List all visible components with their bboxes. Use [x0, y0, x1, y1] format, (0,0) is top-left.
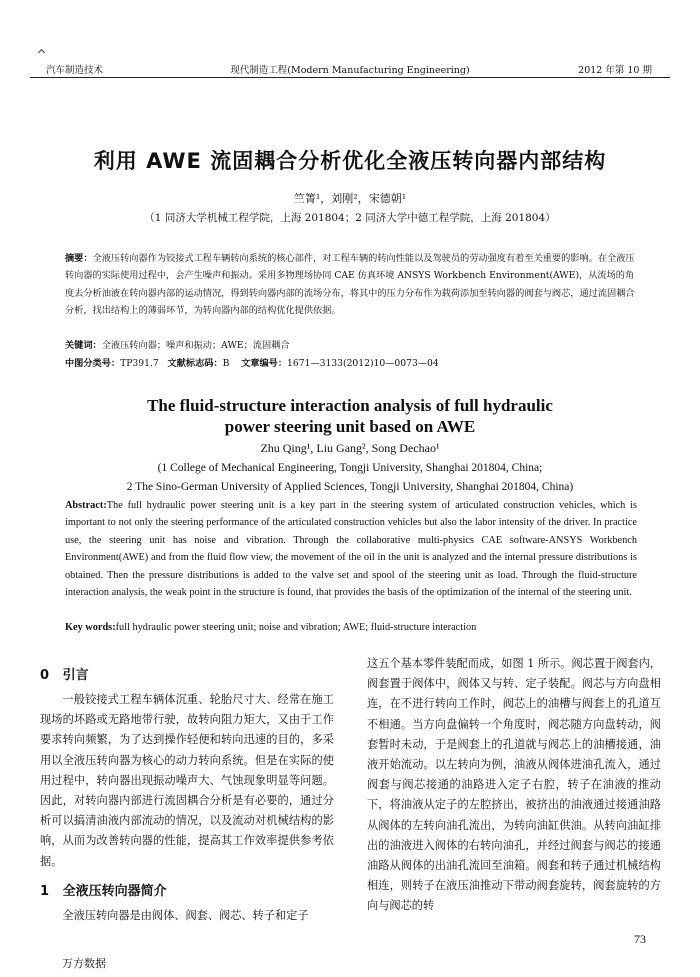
header-divider [30, 77, 670, 78]
abstract-cn-text: 全液压转向器作为铰接式工程车辆转向系统的核心部件，对工程车辆的转向性能以及驾驶员的劳动强度有着至关重要的影响。在全液压转向器的实际使用过程中，会产生噪声和振动。采用多物理场协同 CAE 仿真环境 ANSYS Workbench Environment(AWE)，从流场的角度去分析油液在转向器内部的运动情况，得到转向器内部的流场分布，将其中的压力分布作为载荷添加至转向器的阀套与阀芯，通过流固耦合分析，找出结构上的薄弱环节，为转向器内部的结构优化提供依据。 [65, 253, 635, 316]
corner-mark [38, 49, 45, 56]
paper-title-en-line2: power steering unit based on AWE [224, 417, 476, 436]
left-column-paragraph-2 [40, 906, 334, 926]
cls-label: 中图分类号： [65, 358, 121, 369]
authors-cn: 竺箐¹，刘刚²，宋德朝¹ [293, 192, 407, 205]
doc-code-label: 文献标志码： [167, 358, 223, 369]
abstract-en-label: Abstract: [65, 500, 107, 511]
keywords-cn [65, 337, 290, 351]
cls-value: TP391.7 [120, 358, 159, 369]
paper-title-en-line1: The fluid-structure interaction analysis of full hydraulic [147, 396, 553, 415]
abstract-cn-label: 摘要： [65, 253, 93, 264]
article-id-label: 文章编号： [241, 358, 288, 369]
abstract-cn [65, 250, 637, 319]
affiliation-en-1: (1 College of Mechanical Engineering, Tongji University, Shanghai 201804, China; [157, 462, 543, 474]
section-0-number: 0 [40, 668, 50, 683]
keywords-en-label: Key words: [65, 622, 116, 633]
section-0-title: 引言 [62, 668, 89, 683]
header-journal-name: 现代制造工程(Modern Manufacturing Engineering) [230, 65, 470, 76]
paper-title-cn: 利用 AWE 流固耦合分析优化全液压转向器内部结构 [93, 149, 607, 173]
section-1-number: 1 [40, 884, 50, 899]
footer-watermark: 万方数据 [62, 957, 106, 970]
keywords-en-text: full hydraulic power steering unit; noise and vibration; AWE; fluid-structure interaction [115, 622, 477, 633]
authors-en: Zhu Qing¹, Liu Gang², Song Dechao¹ [260, 441, 440, 455]
section-0-heading [40, 664, 89, 683]
header-issue: 2012 年第 10 期 [578, 65, 652, 76]
affiliation-en-2: 2 The Sino-German University of Applied Sciences, Tongji University, Shanghai 201804, China) [126, 481, 574, 493]
article-id-value: 1671—3133(2012)10—0073—04 [287, 358, 439, 369]
keywords-en [65, 622, 476, 633]
page-number: 73 [634, 932, 646, 946]
header-section-name: 汽车制造技术 [46, 65, 104, 76]
affiliation-cn: （1 同济大学机械工程学院，上海 201804；2 同济大学中德工程学院，上海 201804） [144, 212, 556, 224]
intro-paragraph: 一般铰接式工程车辆体沉重、轮胎尺寸大、经常在施工现场的坏路或无路地带行驶，故转向阻力矩大，又由于工作要求转向频繁，为了达到操作轻便和转向迅速的目的，多采用以全液压转向器为核心的动力转向系统。但是在实际的使用过程中，转向器出现振动噪声大、气蚀现象明显等问题。因此，对转向器内部进行流固耦合分析是有必要的，通过分析可以搞清油液内部流动的情况，以及流动对机械结构的影响，从而为改善转向器的性能，提高其工作效率提供参考依据。 [40, 693, 334, 868]
doc-code-value: B [222, 358, 230, 369]
keywords-cn-label: 关键词： [65, 340, 102, 351]
keywords-cn-text: 全液压转向器；噪声和振动；AWE；流固耦合 [101, 340, 290, 351]
section-1-paragraph: 全液压转向器是由阀体、阀套、阀芯、转子和定子 [62, 909, 309, 922]
classification-cn [65, 355, 439, 369]
left-column-paragraph-1 [40, 690, 334, 872]
right-column-paragraph: 这五个基本零件装配而成，如图 1 所示。阀芯置于阀套内，阀套置于阀体中，阀体又与转、定子装配。阀芯与方向盘相连，在不进行转向工作时，阀芯上的油槽与阀套上的孔道互不相通。当方向盘偏转一个角度时，阀芯随方向盘转动，阀套暂时未动，于是阀套上的孔道就与阀芯上的油槽接通，油液开始流动。以左转向为例，油液从阀体进油孔流入，通过阀套与阀芯接通的油路进入定子右腔，转子在油液的推动下，将油液从定子的左腔挤出，被挤出的油液通过接通油路从阀体的左转向油孔流出，为转向油缸供油。从转向油缸排出的油液进入阀体的右转向油孔，并经过阀套与阀芯的接通油路从阀体的出油孔流回至油箱。阀套和转子通过机械结构相连，则转子在液压油推动下带动阀套旋转，阀套旋转的方向与阀芯的转 [367, 657, 661, 913]
section-1-heading [40, 880, 167, 899]
abstract-en-text: The full hydraulic power steering unit is a key part in the steering system of articulated construction vehicles, which is important to not only the steering performance of the articulated construction vehicles but also the labor intensity of the driver. In practice use, the steering unit has noise and vibration. Through the collaborative multi-physics CAE software-ANSYS Workbench Environment(AWE) and from the fluid flow view, the movement of the oil in the unit is analyzed and the internal pressure distributions is obtained. Then the pressure distributions is added to the valve set and spool of the steering unit as load. Through the fluid-structure interaction analysis, the weak point in the structure is found, that provides the basis of the optimization of the internal of the steering unit. [65, 500, 637, 599]
section-1-title: 全液压转向器简介 [62, 884, 167, 899]
right-column [367, 654, 661, 917]
abstract-en [65, 497, 637, 601]
